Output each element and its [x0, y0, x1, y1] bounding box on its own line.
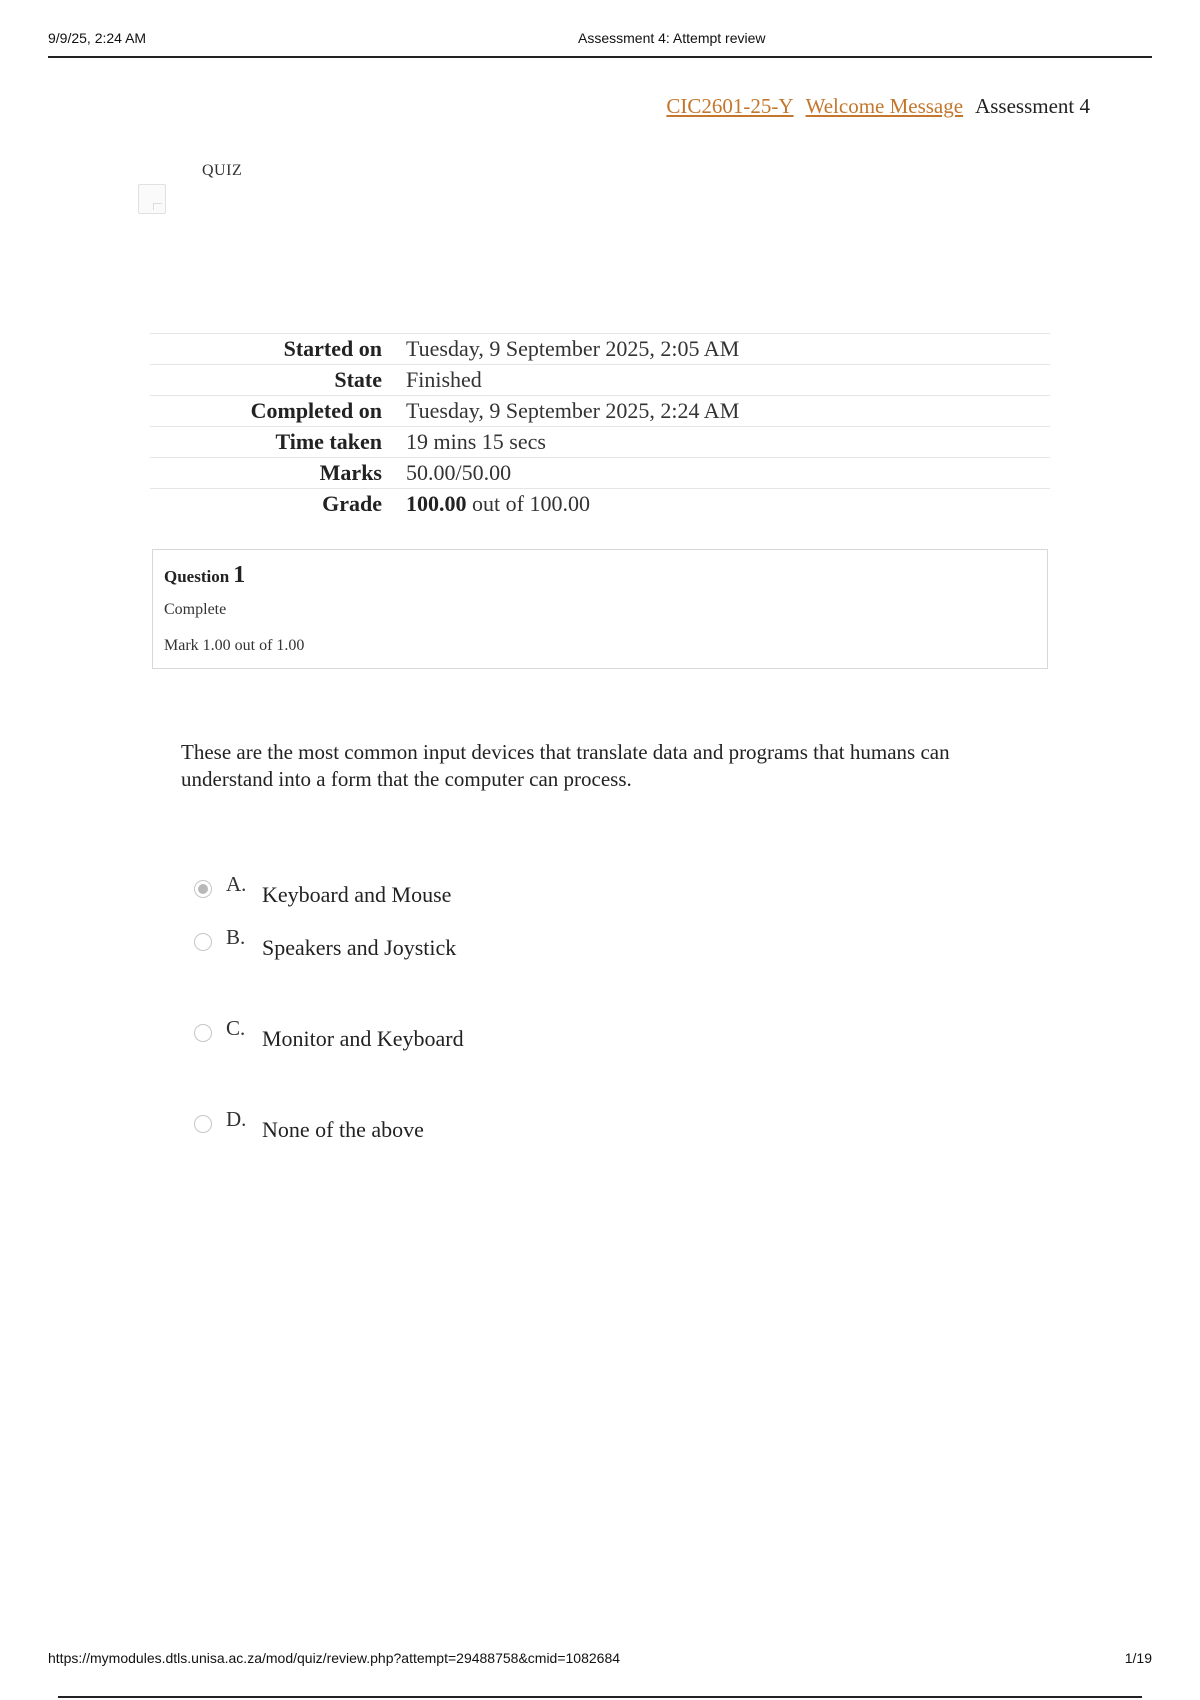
summary-value: Tuesday, 9 September 2025, 2:24 AM [406, 398, 740, 423]
summary-value: 50.00/50.00 [406, 460, 512, 485]
answer-text: Keyboard and Mouse [262, 882, 452, 907]
summary-label: State [334, 367, 382, 392]
answer-letter: A. [226, 872, 247, 896]
summary-label: Marks [319, 460, 382, 485]
question-info-box [152, 549, 1048, 669]
summary-value: 19 mins 15 secs [406, 429, 546, 454]
grade-out-of: out of 100.00 [472, 491, 590, 516]
breadcrumb-current: Assessment 4 [975, 94, 1090, 118]
radio-icon[interactable] [194, 1115, 212, 1133]
summary-value: Tuesday, 9 September 2025, 2:05 AM [406, 336, 740, 361]
footer-divider [58, 1696, 1142, 1698]
breadcrumb-course-link[interactable]: CIC2601-25-Y [666, 94, 794, 118]
breadcrumb-section-link[interactable]: Welcome Message [805, 94, 964, 118]
summary-row-marks [150, 458, 1050, 489]
answer-letter: C. [226, 1016, 246, 1040]
grade-score: 100.00 [406, 491, 467, 516]
print-page-number: 1/19 [1124, 1650, 1152, 1666]
print-date: 9/9/25, 2:24 AM [48, 30, 147, 46]
question-number-value: 1 [233, 562, 246, 588]
answer-text: Speakers and Joystick [262, 935, 457, 960]
print-header [48, 28, 1152, 58]
answer-option-c[interactable] [194, 1016, 464, 1052]
attempt-summary-table [150, 333, 1050, 519]
radio-selected-icon[interactable] [194, 880, 212, 898]
summary-label: Grade [322, 491, 382, 516]
question-prefix: Question [164, 567, 230, 586]
question-text: These are the most common input devices that translate data and programs that humans can understand into a form that the computer can process. [181, 740, 950, 791]
answer-letter: B. [226, 925, 246, 949]
summary-label: Completed on [250, 398, 382, 423]
summary-label: Started on [283, 336, 382, 361]
question-state: Complete [164, 601, 227, 618]
summary-row-state [150, 365, 1050, 396]
summary-label: Time taken [275, 429, 382, 454]
summary-row-time-taken [150, 427, 1050, 458]
answer-option-b[interactable] [194, 925, 456, 961]
summary-row-completed [150, 396, 1050, 427]
answer-text: Monitor and Keyboard [262, 1026, 464, 1051]
print-page-title: Assessment 4: Attempt review [578, 30, 766, 46]
summary-value: Finished [406, 367, 482, 392]
summary-row-grade [150, 489, 1050, 520]
question-number [164, 562, 245, 589]
answer-text: None of the above [262, 1117, 424, 1142]
answer-option-a[interactable] [194, 872, 451, 908]
quiz-icon [138, 184, 166, 214]
activity-type-label: QUIZ [202, 162, 243, 179]
breadcrumb [666, 94, 1090, 119]
radio-icon[interactable] [194, 1024, 212, 1042]
summary-value [406, 489, 1050, 520]
question-mark: Mark 1.00 out of 1.00 [164, 637, 305, 654]
answer-option-d[interactable] [194, 1107, 424, 1143]
answer-letter: D. [226, 1107, 247, 1131]
summary-row-started [150, 334, 1050, 365]
print-url: https://mymodules.dtls.unisa.ac.za/mod/quiz/review.php?attempt=29488758&cmid=1082684 [48, 1650, 621, 1666]
radio-icon[interactable] [194, 933, 212, 951]
